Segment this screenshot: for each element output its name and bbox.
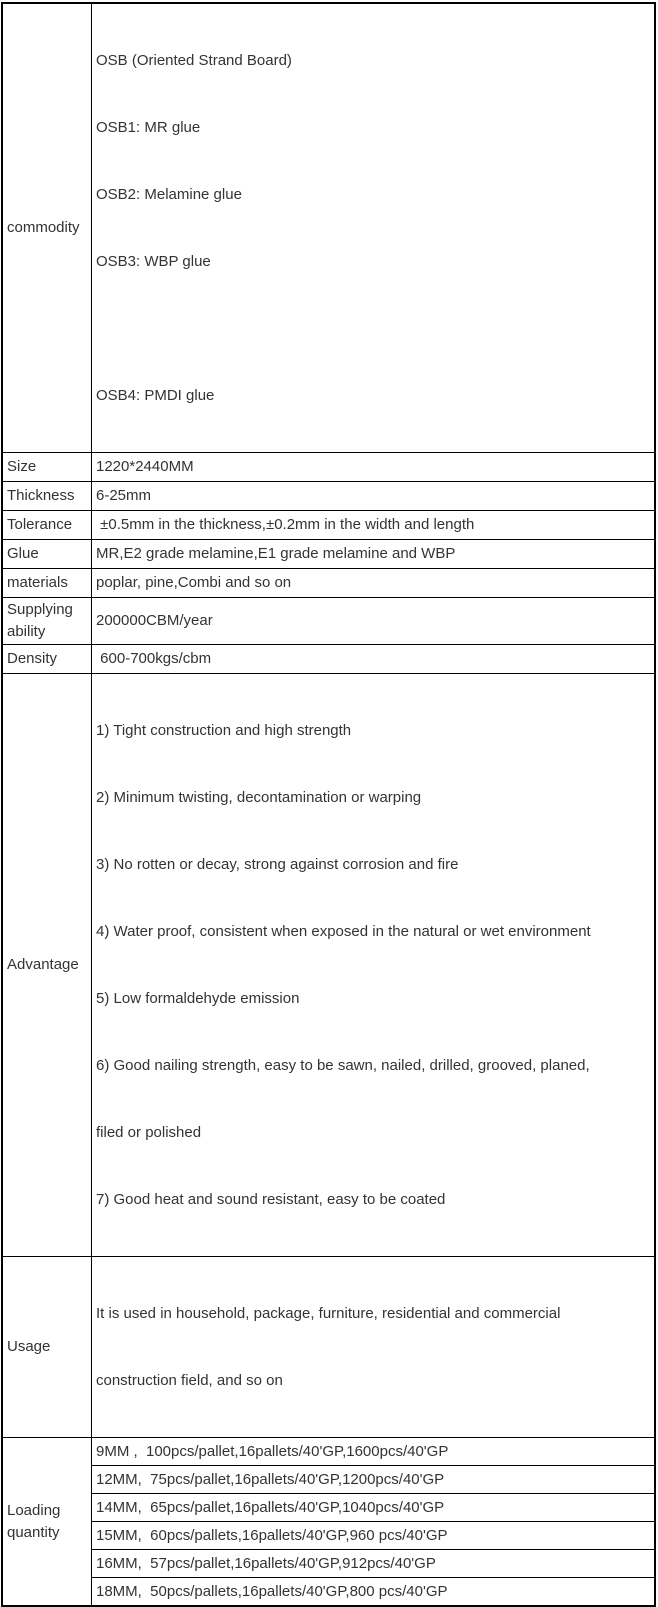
- row-label-materials: materials: [2, 569, 92, 598]
- row-tolerance: [2, 511, 655, 540]
- row-thickness: [2, 482, 655, 511]
- row-loading-quantity: [2, 1438, 655, 1466]
- tolerance-value: ±0.5mm in the thickness,±0.2mm in the width and length: [92, 511, 656, 540]
- advantage-item: 4) Water proof, consistent when exposed in the natural or wet environment: [96, 923, 591, 940]
- advantage-item: 1) Tight construction and high strength: [96, 722, 352, 739]
- loading-row-15mm: 15MM, 60pcs/pallets,16pallets/40'GP,960 pcs/40'GP: [92, 1522, 656, 1550]
- advantage-item: 6) Good nailing strength, easy to be sawn, nailed, drilled, grooved, planed,: [96, 1057, 590, 1074]
- loading-row-18mm: 18MM, 50pcs/pallets,16pallets/40'GP,800 pcs/40'GP: [92, 1578, 656, 1607]
- row-loading-16mm: [2, 1550, 655, 1578]
- commodity-line: OSB1: MR glue: [96, 119, 201, 136]
- row-label-thickness: Thickness: [2, 482, 92, 511]
- advantage-item: 5) Low formaldehyde emission: [96, 990, 300, 1007]
- row-label-tolerance: Tolerance: [2, 511, 92, 540]
- row-loading-14mm: [2, 1494, 655, 1522]
- row-materials: [2, 569, 655, 598]
- advantage-item: 7) Good heat and sound resistant, easy to be coated: [96, 1191, 446, 1208]
- advantage-value-cell: [92, 674, 656, 1257]
- loading-row-14mm: 14MM, 65pcs/pallet,16pallets/40'GP,1040pcs/40'GP: [92, 1494, 656, 1522]
- row-commodity: [2, 3, 655, 453]
- thickness-value: 6-25mm: [92, 482, 656, 511]
- advantage-item-continuation: filed or polished: [96, 1124, 202, 1141]
- row-density: [2, 645, 655, 674]
- row-glue: [2, 540, 655, 569]
- row-label-loading-quantity: Loading quantity: [2, 1438, 92, 1607]
- density-value: 600-700kgs/cbm: [92, 645, 656, 674]
- row-label-commodity: commodity: [2, 3, 92, 453]
- loading-row-12mm: 12MM, 75pcs/pallet,16pallets/40'GP,1200pcs/40'GP: [92, 1466, 656, 1494]
- glue-value: MR,E2 grade melamine,E1 grade melamine and WBP: [92, 540, 656, 569]
- product-spec-table: [1, 2, 656, 1607]
- commodity-line-blank: [96, 317, 652, 340]
- usage-value-cell: [92, 1257, 656, 1438]
- commodity-line: OSB4: PMDI glue: [96, 387, 215, 404]
- usage-line: It is used in household, package, furniture, residential and commercial: [96, 1305, 561, 1322]
- commodity-value-cell: [92, 3, 656, 453]
- row-label-advantage: Advantage: [2, 674, 92, 1257]
- row-usage: [2, 1257, 655, 1438]
- usage-line: construction field, and so on: [96, 1372, 283, 1389]
- advantage-item: 2) Minimum twisting, decontamination or warping: [96, 789, 422, 806]
- commodity-line: OSB2: Melamine glue: [96, 186, 242, 203]
- materials-value: poplar, pine,Combi and so on: [92, 569, 656, 598]
- loading-row-9mm: 9MM , 100pcs/pallet,16pallets/40'GP,1600pcs/40'GP: [92, 1438, 656, 1466]
- row-size: [2, 453, 655, 482]
- loading-row-16mm: 16MM, 57pcs/pallet,16pallets/40'GP,912pcs/40'GP: [92, 1550, 656, 1578]
- row-loading-15mm: [2, 1522, 655, 1550]
- supplying-ability-value: 200000CBM/year: [92, 598, 656, 645]
- row-supplying-ability: [2, 598, 655, 645]
- advantage-item: 3) No rotten or decay, strong against corrosion and fire: [96, 856, 459, 873]
- row-label-glue: Glue: [2, 540, 92, 569]
- commodity-line: OSB3: WBP glue: [96, 253, 211, 270]
- row-label-density: Density: [2, 645, 92, 674]
- row-advantage: [2, 674, 655, 1257]
- row-label-usage: Usage: [2, 1257, 92, 1438]
- row-label-size: Size: [2, 453, 92, 482]
- row-loading-12mm: [2, 1466, 655, 1494]
- row-loading-18mm: [2, 1578, 655, 1607]
- commodity-line: OSB (Oriented Strand Board): [96, 52, 292, 69]
- size-value: 1220*2440MM: [92, 453, 656, 482]
- row-label-supplying-ability: Supplying ability: [2, 598, 92, 645]
